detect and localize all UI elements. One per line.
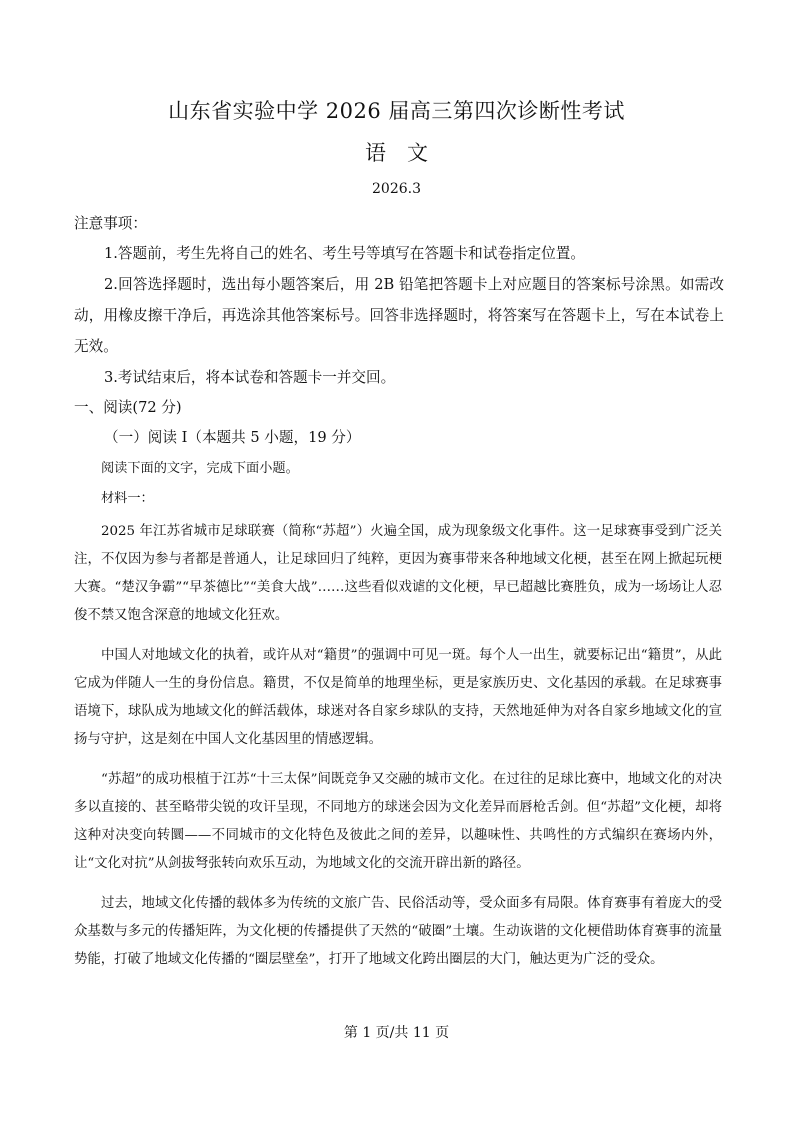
material-label: 材料一： [101,491,154,506]
section-heading: 一、阅读(72 分) [74,399,182,416]
notice-label: 注意事项： [74,215,147,232]
notice-item-1: 1.答题前，考生先将自己的姓名、考生号等填写在答题卡和试卷指定位置。 [104,245,585,262]
notice-item-2: 2.回答选择题时，选出每小题答案后，用 2B 铅笔把答题卡上对应题目的答案标号涂黑。如需改动，用橡皮擦干净后，再选涂其他答案标号。回答非选择题时，将答案写在答题卡上，写在本试卷上无效。 [74,276,724,355]
article-paragraph: 过去，地域文化传播的载体多为传统的文旅广告、民俗活动等，受众面多有局限。体育赛事有着庞大的受众基数与多元的传播矩阵，为文化梗的传播提供了天然的“破圈”土壤。生动诙谐的文化梗借助体育赛事的流量势能，打破了地域文化传播的“圈层壁垒”，打开了地域文化跨出圈层的大门，触达更为广泛的受众。 [74,896,722,967]
page-number: 第 1 页/共 11 页 [343,1025,450,1041]
reading-instruction: 阅读下面的文字，完成下面小题。 [101,461,299,476]
subsection-heading: （一）阅读 I（本题共 5 小题，19 分） [104,429,361,446]
exam-title: 山东省实验中学 2026 届高三第四次诊断性考试 [168,99,625,123]
notice-item-3: 3.考试结束后，将本试卷和答题卡一并交回。 [104,369,396,386]
article-paragraph: “苏超”的成功根植于江苏“十三太保”间既竞争又交融的城市文化。在过往的足球比赛中，地域文化的对决多以直接的、甚至略带尖锐的攻讦呈现，不同地方的球迷会因为文化差异而唇枪舌剑。但“苏超”文化梗，却将这种对决变向转圜——不同城市的文化特色及彼此之间的差异，以趣味性、共鸣性的方式编织在赛场内外，让“文化对抗”从剑拔弩张转向欢乐互动，为地域文化的交流开辟出新的路径。 [74,772,722,871]
exam-date: 2026.3 [372,181,421,197]
subject-title: 语 文 [365,141,428,165]
article-paragraph: 2025 年江苏省城市足球联赛（简称“苏超”）火遍全国，成为现象级文化事件。这一足球赛事受到广泛关注，不仅因为参与者都是普通人，让足球回归了纯粹，更因为赛事带来各种地域文化梗，甚至在网上掀起玩梗大赛。“楚汉争霸”“早茶德比”“美食大战”……这些看似戏谑的文化梗，早已超越比赛胜负，成为一场场让人忍俊不禁又饱含深意的地域文化狂欢。 [74,524,722,623]
article-paragraph: 中国人对地域文化的执着，或许从对“籍贯”的强调中可见一斑。每个人一出生，就要标记出“籍贯”，从此它成为伴随人一生的身份信息。籍贯，不仅是简单的地理坐标，更是家族历史、文化基因的承载。在足球赛事语境下，球队成为地域文化的鲜活载体，球迷对各自家乡球队的支持，天然地延伸为对各自家乡地域文化的宣扬与守护，这是刻在中国人文化基因里的情感逻辑。 [74,648,722,747]
